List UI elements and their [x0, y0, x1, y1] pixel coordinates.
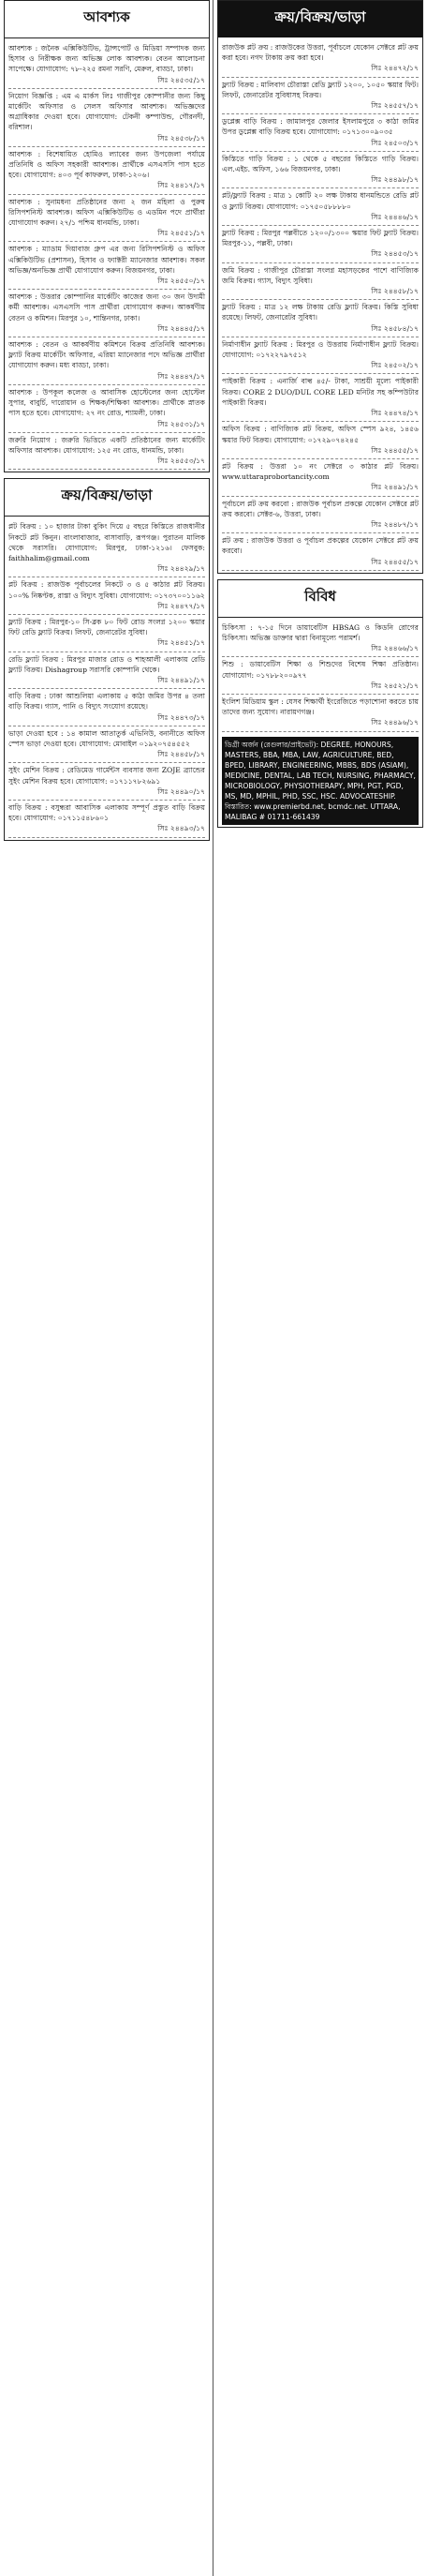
classified-ad	[222, 300, 419, 337]
ad-text: ফ্ল্যাট বিক্রয় : মাত্র ১২ লক্ষ টাকায় রেডি ফ্ল্যাট বিক্রয়। কিস্তি সুবিধা রয়েছে। লিফট, জেনারেটর সুবিধা।	[222, 303, 419, 322]
ad-text: আবশ্যক : উপকূল কলেজ ও আবাসিক হোস্টেলের জন্য হোস্টেল সুপার, বাবুর্চি, দারোয়ান ও শিক্ষক/শিক্ষিকা আবশ্যক। প্রার্থীকে স্নাতক পাস হতে হবে। যোগাযোগ: ২৭ নং রোড, শ্যামলী, ঢাকা।	[8, 387, 205, 418]
classified-ad	[8, 195, 205, 243]
classified-ad	[8, 519, 205, 577]
ad-code: সিঃ ২৪৪৯৮/১৭	[371, 175, 419, 185]
section-buy-sell-rent	[4, 478, 210, 840]
section-wanted	[4, 0, 210, 472]
ad-code: সিঃ ২৪৫২১/১৭	[371, 681, 419, 690]
ad-code: সিঃ ২৪৫৫৩/১৭	[157, 457, 205, 466]
ad-code: সিঃ ২৪৫৩৫/১৭	[157, 75, 205, 84]
classified-ad	[222, 657, 419, 695]
ad-text: আবশ্যক : বেতন ও আকর্ষণীয় কমিশনে বিক্রয় প্রতিনিধি আবশ্যক। ফ্ল্যাট বিক্রয় মার্কেটিং অফিসার, এরিয়া ম্যানেজার পদে অভিজ্ঞ প্রার্থীরা যোগাযোগ করুন। মধ্য বাড্ডা, ঢাকা।	[8, 340, 205, 370]
classified-ad	[222, 40, 419, 78]
ad-code: সিঃ ২৪৪৪৬/১৭	[371, 212, 419, 221]
classified-ad	[222, 621, 419, 658]
classified-ad	[8, 801, 205, 838]
ad-list	[218, 37, 422, 573]
classified-ad	[8, 385, 205, 433]
ad-code: সিঃ ২৪৪৯৬/১৭	[371, 718, 419, 727]
ad-list	[218, 618, 422, 734]
classified-ad	[222, 263, 419, 301]
ad-code: সিঃ ২৪৪৮৭/১৭	[371, 519, 419, 529]
ad-text: অফিস বিক্রয় : বাণিজ্যিক প্লট বিক্রয়, অফিস স্পেস ৯২৪, ১৪৫৬ স্কয়ার ফিট বিক্রয়। যোগাযোগ: ০১৭২৯০৭৪২৪৫	[222, 425, 419, 444]
classified-ad	[8, 615, 205, 652]
ad-code: সিঃ ২৪৫৮৪/১৭	[371, 323, 419, 333]
ad-text: জরুরি নিয়োগ : জরুরি ভিত্তিতে একটি প্রতিষ্ঠানের জন্য মার্কেটিং অফিসার আবশ্যক। যোগাযোগ: ১২৫ নং রোড, ধানমন্ডি, ঢাকা।	[8, 435, 205, 455]
classified-ad	[8, 577, 205, 615]
ad-list	[5, 517, 209, 839]
ad-code: সিঃ ২৪৪৯৩/১৭	[157, 824, 205, 833]
ad-text: আবশ্যক : বিশেষায়িত হোমিও ল্যাবের জন্য উপজেলা পর্যায়ে প্রতিনিধি ও অফিস সহকারী আবশ্যক। প্রার্থীকে এসএসসি পাস হতে হবে। যোগাযোগ: ৪০৩ পূর্ব কাফরুল, ঢাকা-১২০৬।	[8, 149, 205, 180]
ad-code: সিঃ ২৪৫৫১/১৭	[157, 229, 205, 238]
ad-code: সিঃ ২৪৪৭৪/১৭	[371, 409, 419, 418]
ad-code: সিঃ ২৪৪৪৭/১৭	[157, 371, 205, 381]
ad-text: চিকিৎসা : ৭-১৫ দিনে ডায়াবেটিস HBSAG ও কিডনি রোগের চিকিৎসা। অভিজ্ঞ ডাক্তার দ্বারা বিনামূল্যে পরামর্শ।	[222, 622, 419, 642]
ad-code: সিঃ ২৪৫০৩/১৭	[371, 138, 419, 147]
ad-code: সিঃ ২৪৪৬৬/১৭	[371, 644, 419, 653]
ad-code: সিঃ ২৪৪৭৭/১৭	[157, 601, 205, 610]
ad-code: সিঃ ২৪৫৫৭/১৭	[371, 101, 419, 111]
ad-code: সিঃ ২৪৫৩১/১৭	[157, 419, 205, 428]
ad-text: পূর্বাচলে প্লট ক্রয় করবো : রাজউক পূর্বাচল প্রকল্পে যেকোন সেক্টরে প্লট ক্রয় করবো। সেক্টর-৬, উত্তরা, ঢাকা।	[222, 499, 419, 518]
classified-ad	[222, 374, 419, 422]
classified-ad	[8, 41, 205, 89]
ad-code: সিঃ ২৪৪৫৮/১৭	[157, 750, 205, 759]
section-header-buy-sell-rent-right: ক্রয়/বিক্রয়/ভাড়া	[218, 1, 422, 37]
ad-text: প্লট ক্রয় : রাজউক উত্তরা ও পূর্বাচল প্রকল্পের যেকোন সেক্টরে প্লট ক্রয় করবো।	[222, 536, 419, 556]
ad-text: আবশ্যক : উত্তরার কোম্পানির মার্কেটিং কাজের জন্য ৩০ জন উদ্যমী কর্মী আবশ্যক। এসএসসি পাস প্রার্থীরা যোগাযোগ করুন। আকর্ষণীয় বেতন ও কমিশন। মিরপুর ১০, শান্তিনগর, ঢাকা।	[8, 292, 205, 322]
section-header-misc: বিবিধ	[218, 580, 422, 618]
ad-code: সিঃ ২৪৪৭২/১৭	[371, 64, 419, 73]
classified-ad	[222, 695, 419, 732]
degree-ad-box: ডিগ্রী অর্জন (রেগুলার/প্রাইভেট): DEGREE, HONOURS, MASTERS, BBA, MBA, LAW, AGRICULTURE, BED, BPED, LIBRARY, ENGINEERING, MBBS, BDS (ASIAM), MEDICINE, DENTAL, LAB TECH, NURSING, PHARMACY, MICROBIOLOGY, PHYSIOTHERAPY, MPH, PGT, PGD, MS, MD, MPHIL, PHD, SSC, HSC. ADVOCATESHIP. বিস্তারিত: www.premierbd.net, bcmdc.net. UTTARA, MALIBAG # 01711-661439	[222, 737, 419, 825]
classified-ad	[8, 726, 205, 764]
ad-code: সিঃ ২৪৪৯০/১৭	[157, 786, 205, 796]
ad-text: কিস্তিতে গাড়ি বিক্রয় : ১ থেকে ৫ বছরের কিস্তিতে গাড়ি বিক্রয়। এল.এইচ. অফিস, ১৬৬ বিজয়নগর, ঢাকা।	[222, 154, 419, 174]
classified-ad	[8, 147, 205, 195]
ad-code: সিঃ ২৪৪৯১/১৭	[371, 483, 419, 492]
classified-ad	[8, 689, 205, 726]
ad-code: সিঃ ২৪৪৫৮/১৭	[371, 287, 419, 296]
ad-code: সিঃ ২৪৪৫৩/১৭	[371, 249, 419, 259]
ad-text: রাজউক প্লট ক্রয় : রাজউকের উত্তরা, পূর্বাচলে যেকোন সেক্টরে প্লট ক্রয় করা হবে। নগদ টাকায় ক্রয় করা হবে।	[222, 43, 420, 63]
classified-ad	[222, 497, 419, 534]
ad-text: আবশ্যক : সুনামধন্য প্রতিষ্ঠানের জন্য ২ জন মহিলা ও পুরুষ রিসিপশনিস্ট আবশ্যক। অফিস এক্সিকিউটিভ ও এডমিন পদে প্রার্থীরা যোগাযোগ করুন। ২৭/১ পশ্চিম ধানমন্ডি, ঢাকা।	[8, 197, 205, 228]
classified-ad	[222, 422, 419, 459]
ad-code: সিঃ ২৪৫৩৮/১৭	[157, 133, 205, 142]
classified-ad	[8, 89, 205, 147]
classified-ad	[8, 242, 205, 290]
classified-ad	[222, 459, 419, 497]
ad-text: প্লট/ফ্ল্যাট বিক্রয় : মাত্র ১ কোটি ২০ লক্ষ টাকায় ধানমন্ডিতে রেডি প্লট ও ফ্ল্যাট বিক্রয়। যোগাযোগ: ০১৭৫০৫৮৮৮৮০	[222, 191, 419, 211]
ad-text: আবশ্যক : ম্যাডাম দিয়াবাজ গ্রুপ এর জন্য রিসিপশনিস্ট ও অফিস এক্সিকিউটিভ (প্রশাসন), হিসাব ও ফ্যাক্টরী ম্যানেজার আবশ্যক। সকল অভিজ্ঞ/অনভিজ্ঞ প্রার্থী যোগাযোগ করুন। বিজয়নগর, ঢাকা।	[8, 245, 205, 275]
ad-list	[5, 38, 209, 472]
ad-code: সিঃ ২৪৪৫৫/১৭	[371, 557, 419, 566]
classified-ad	[222, 114, 419, 152]
ad-text: ফ্ল্যাট বিক্রয় : মিরপুর পল্লবীতে ১২০০/১৩০০ স্কয়ার ফিট ফ্ল্যাট বিক্রয়। মিরপুর-১১, পল্লবী, ঢাকা।	[222, 229, 419, 248]
section-header-wanted: আবশ্যক	[5, 1, 209, 38]
ad-text: শিশু : ডায়াবেটিস শিক্ষা ও শিশুদের বিশেষ শিক্ষা প্রতিষ্ঠান। যোগাযোগ: ০১৭৮৮২০০৯৭৭	[222, 660, 419, 680]
column-divider	[213, 0, 214, 2576]
ad-text: নিয়োগ বিজ্ঞপ্তি : এম এ মার্কস লিঃ গাজীপুর কোম্পানীর জন্য কিছু মার্কেটিং অফিসার ও সেলস অফিসার আবশ্যক। অভিজ্ঞদের অগ্রাধিকার দেওয়া হবে। যোগাযোগ: টেকনী কম্পাউন্ড, গৌরনদী, বরিশাল।	[8, 91, 205, 132]
ad-text: প্লট বিক্রয় : ১০ হাজার টাকা বুকিং দিয়ে ৫ বছরে কিস্তিতে রাজধানীর নিকটে প্লট কিনুন। বাংলাবাজার, বাসাবাড়ি, রূপগঞ্জ। পুরাতন মালিক থেকে সরাসরি। যোগাযোগ: মিরপুর, ঢাকা-১২১৬। ফেসবুক: faithhalim@gmail.com	[8, 522, 205, 562]
right-column	[217, 0, 423, 2576]
section-misc	[217, 579, 423, 828]
classified-ad	[222, 188, 419, 226]
classified-ad	[8, 337, 205, 385]
ad-code: সিঃ ২৪৪৯১/১৭	[157, 675, 205, 684]
ad-code: সিঃ ২৪৪৪৫/১৭	[157, 323, 205, 333]
ad-text: ফ্ল্যাট বিক্রয় : মালিবাগ চৌরাস্তা রেডি ফ্ল্যাট ১২০০, ১০৫০ স্কয়ার ফিট। লিফট, জেনারেটর সুবিধাসহ বিক্রয়।	[222, 80, 419, 99]
ad-code: সিঃ ২৪৪৫১/১৭	[157, 638, 205, 648]
ad-text: প্লট বিক্রয় : উত্তরা ১০ নং সেক্টরে ৩ কাঠার প্লট বিক্রয়। www.uttaraprobortancity.com	[222, 461, 419, 482]
ad-code: সিঃ ২৪৫০২/১৭	[371, 361, 419, 370]
classified-ad	[222, 226, 419, 263]
classified-ad	[8, 290, 205, 337]
ad-code: সিঃ ২৪৪২৯/১৭	[157, 564, 205, 574]
classified-ad	[222, 78, 419, 115]
classified-ad	[222, 152, 419, 189]
classified-ad	[8, 433, 205, 471]
ad-code: সিঃ ২৪৫৫০/১৭	[157, 277, 205, 286]
left-column	[4, 0, 210, 2576]
section-buy-sell-rent-right	[217, 0, 423, 574]
ad-code: সিঃ ২৪৪৫৫/১৭	[371, 445, 419, 455]
classified-ad	[222, 337, 419, 375]
classified-ad	[8, 763, 205, 801]
ad-text: বাড়ি বিক্রয় : বসুন্ধরা আবাসিক এলাকায় সম্পূর্ণ প্রস্তুত বাড়ি বিক্রয় হবে। যোগাযোগ: ০১৭১১৫৪৮৬০১	[8, 802, 205, 823]
ad-text: ইংলিশ মিডিয়াম স্কুল : যেসব শিক্ষার্থী ইংরেজিতে পড়াশোনা করতে চায় তাদের জন্য সুযোগ। নারায়ণগঞ্জ।	[222, 696, 419, 717]
ad-text: ভাড়া দেওয়া হবে : ১৪ কামাল আতাতুর্ক এভিনিউ, বনানীতে অফিস স্পেস ভাড়া দেওয়া হবে। যোগাযোগ: মোবাইল ০১৯২০৭৫৪৫৫২	[8, 728, 205, 748]
classified-ad	[222, 533, 419, 571]
section-header-buy-sell-rent: ক্রয়/বিক্রয়/ভাড়া	[5, 479, 209, 517]
ad-text: বাড়ি বিক্রয় : ঢাকা আশুলিয়া এলাকায় ৫ কাঠা জমির উপর ৪ তলা বাড়ি বিক্রয়। গ্যাস, পানি ও বিদ্যুৎ সংযোগ রয়েছে।	[8, 692, 205, 711]
ad-text: পাইকারী বিক্রয় : এনার্জি বাল্ব ৪৫/- টাকা, সাশ্রয়ী মূল্যে পাইকারী বিক্রয়। CORE 2 DUO/DUL CORE LED মনিটর সহ কম্পিউটার পাইকারী বিক্রয়।	[222, 377, 419, 407]
ad-text: আবশ্যক : জনৈক এক্সিকিউটিভ, ট্রান্সপোর্ট ও মিডিয়া সম্পাদক জন্য হিসাব ও নিরীক্ষক জন্য অভিজ্ঞ লোক আবশ্যক। বেতন আলোচনা সাপেক্ষে। যোগাযোগ: ৭৮-২২৫ রমনা সরণি, মেরুল, বাড্ডা, ঢাকা।	[8, 44, 205, 74]
ad-text: ডুপ্লেক্স বাড়ি বিক্রয় : জামালপুর জেলার ইসলামপুরে ৩ কাঠা জমির উপর ডুপ্লেক্স বাড়ি বিক্রয় হবে। যোগাযোগ: ০১৭১৩০০৯০৩৫	[222, 117, 419, 137]
ad-code: সিঃ ২৪৪৭৩/১৭	[157, 712, 205, 722]
ad-text: প্লট বিক্রয় : রাজউক পূর্বাচলের নিকটে ৩ ও ৫ কাঠার প্লট বিক্রয়। ১০০% নিষ্কণ্টক, রাস্তা ও বিদ্যুৎ সুবিধা। যোগাযোগ: ০১৭৩৭০০১১৬২	[8, 580, 205, 600]
ad-text: সুইং মেশিন বিক্রয় : রেডিমেড গার্মেন্টস ব্যবসার জন্য ZOJE ব্র্যান্ডের সুইং মেশিন বিক্রয় হবে। যোগাযোগ: ০১৭১১৭৮২৬৯১	[8, 766, 205, 786]
classified-ad	[8, 652, 205, 690]
ad-text: ফ্ল্যাট বিক্রয় : মিরপুর-১০ সি-ব্লক ৮০ ফিট রোড সংলগ্ন ১২০০ স্কয়ার ফিট রেডি ফ্ল্যাট বিক্রয়। লিফট, জেনারেটর সুবিধা।	[8, 617, 205, 637]
ad-text: জমি বিক্রয় : গাজীপুর চৌরাস্তা সংলগ্ন মহাসড়কের পাশে বাণিজ্যিক জমি বিক্রয়। গ্যাস, বিদ্যুৎ সুবিধা।	[222, 265, 419, 285]
ad-text: নির্মাণাধীন ফ্ল্যাট বিক্রয় : মিরপুর ও উত্তরায় নির্মাণাধীন ফ্ল্যাট বিক্রয়। যোগাযোগ: ০১৭২২৭৯৭৫১২	[222, 339, 419, 360]
ad-code: সিঃ ২৪৪১৭/১৭	[157, 181, 205, 190]
ad-text: রেডি ফ্ল্যাট বিক্রয় : মিরপুর মাজার রোড ও শাহআলী এলাকায় রেডি ফ্ল্যাট বিক্রয়। Dishagroup সরাসরি কোম্পানি থেকে।	[8, 654, 205, 674]
